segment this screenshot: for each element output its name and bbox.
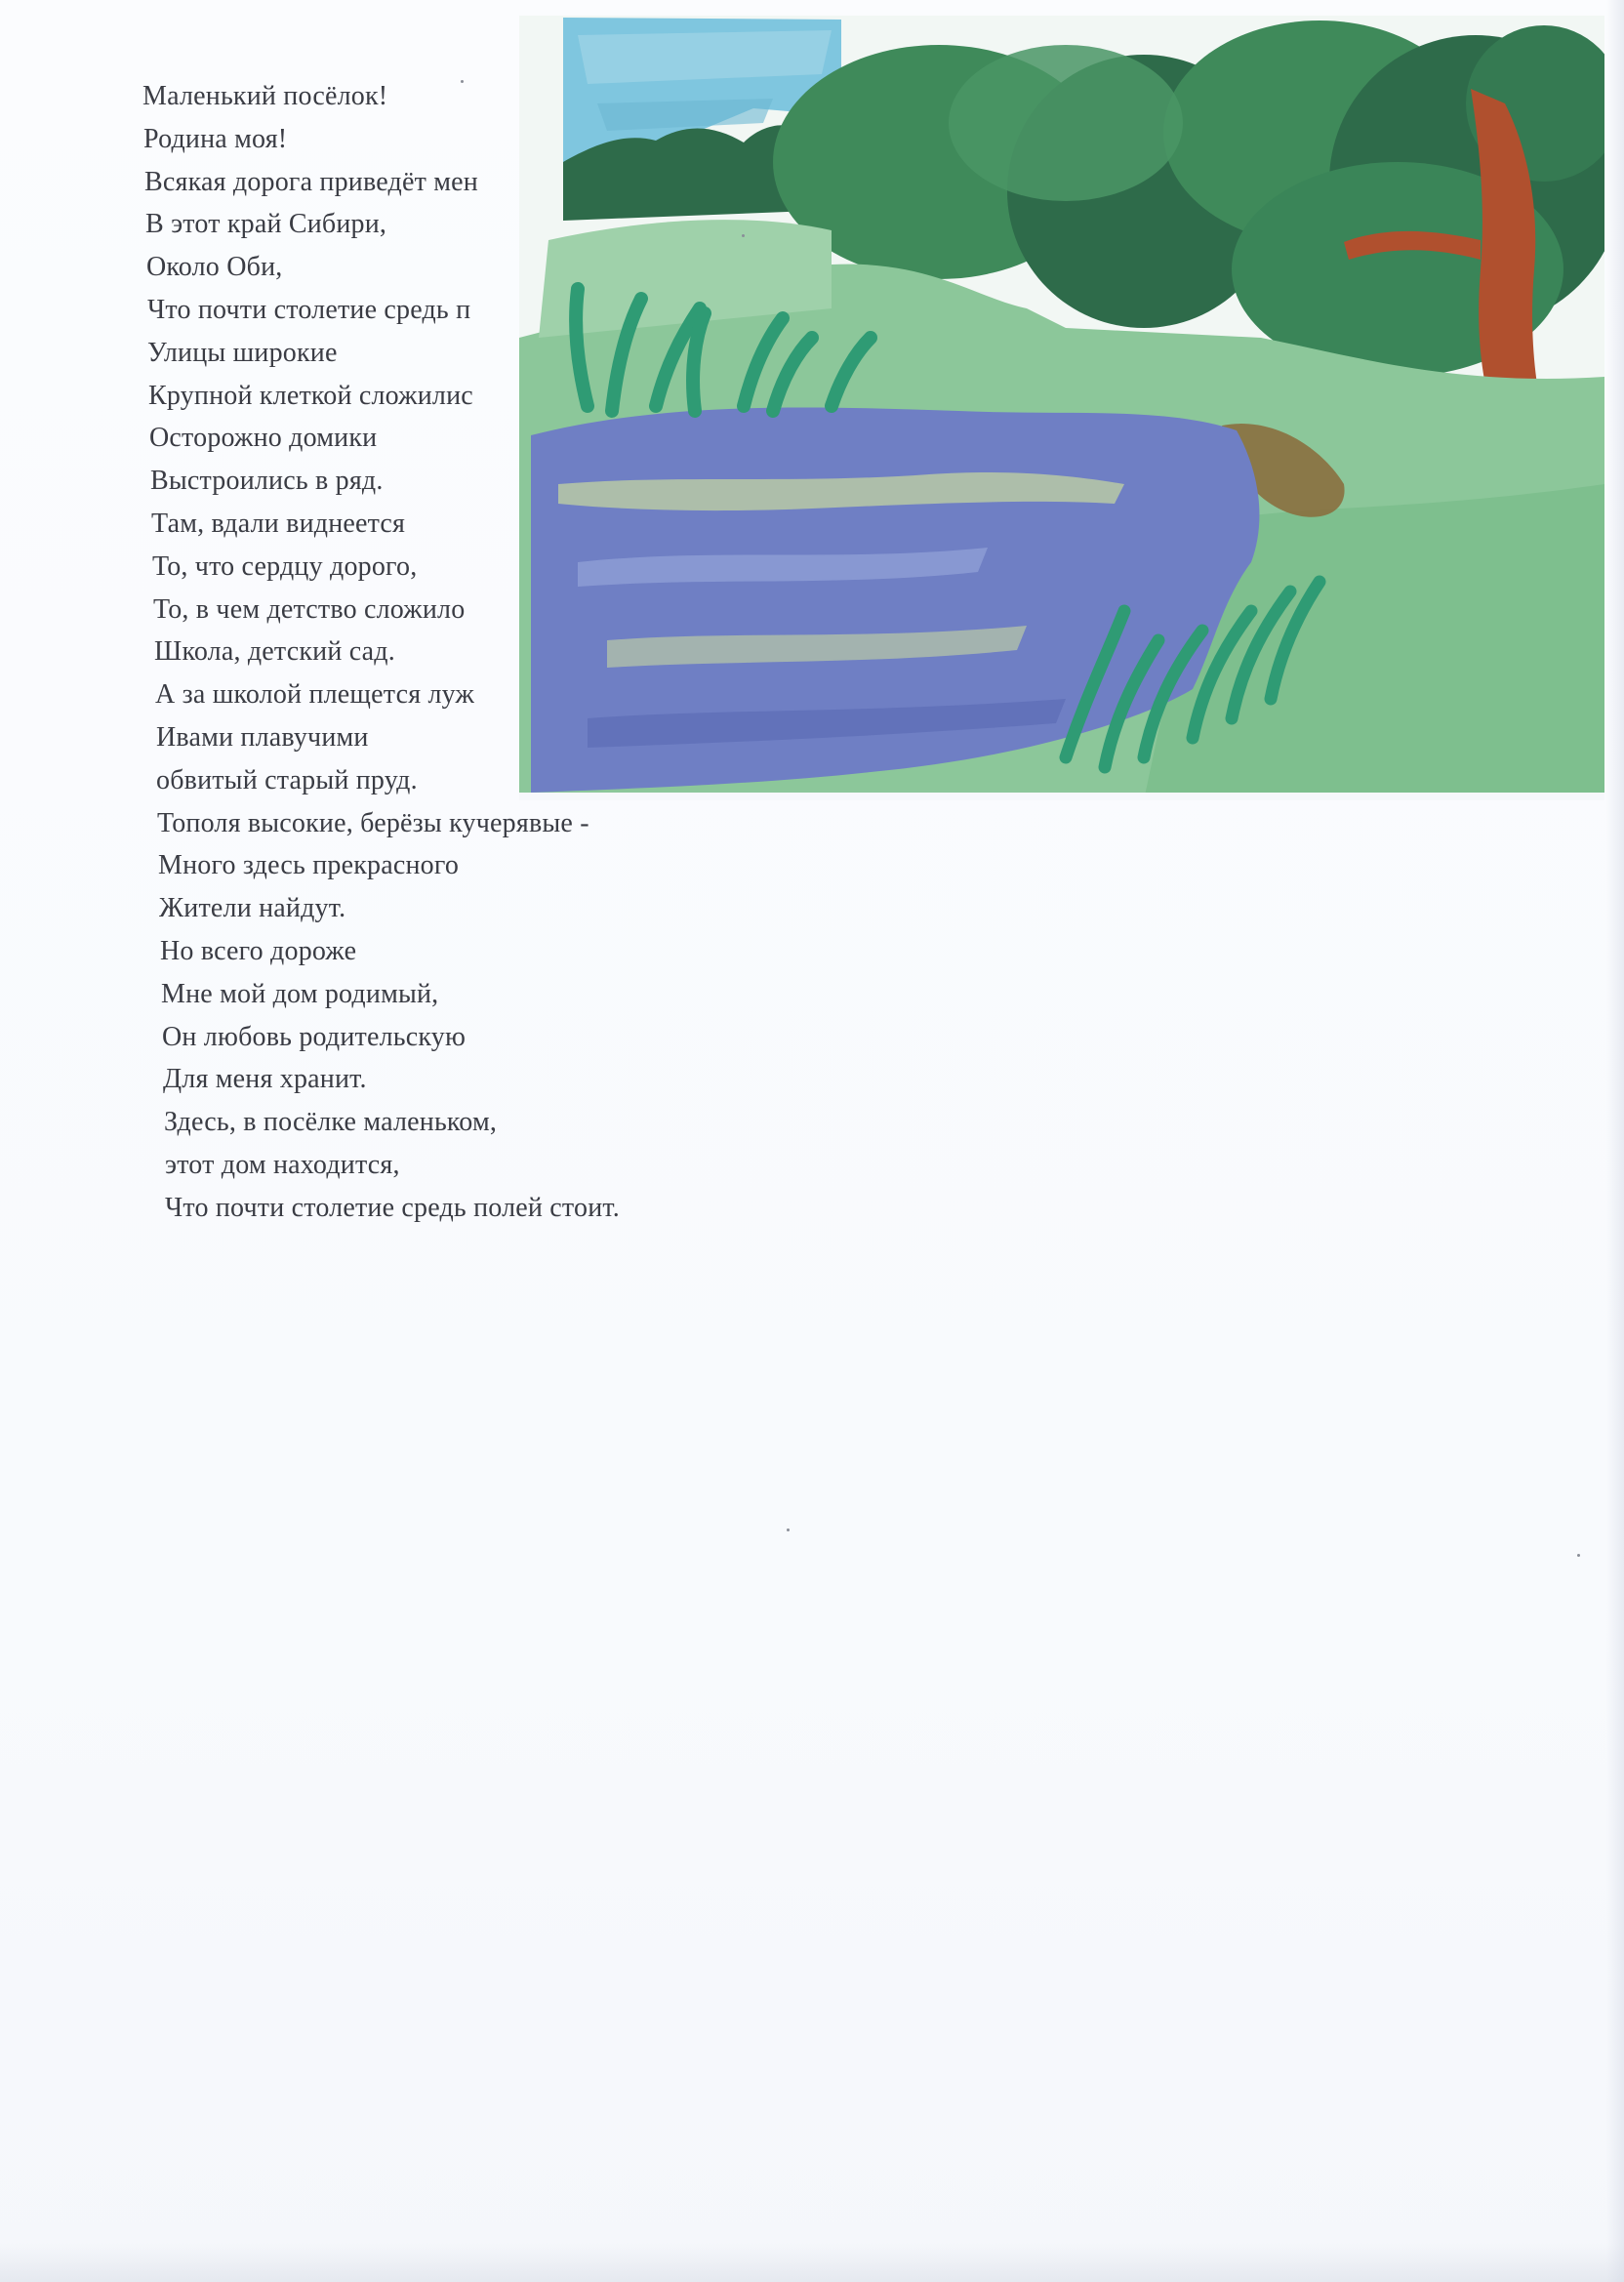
poem-line: Всякая дорога приведёт мен [144, 166, 478, 197]
scan-speck [461, 80, 464, 83]
scan-speck [742, 234, 745, 237]
poem-line: Крупной клеткой сложилис [148, 380, 473, 411]
poem-line: Что почти столетие средь полей стоит. [165, 1192, 620, 1223]
scan-shadow-bottom [0, 2243, 1624, 2282]
poem-line: В этот край Сибири, [145, 209, 387, 240]
scan-speck [787, 1528, 790, 1531]
poem-line: Для меня хранит. [163, 1064, 367, 1095]
poem-line: Улицы широкие [147, 337, 338, 368]
poem-line: Он любовь родительскую [162, 1021, 467, 1052]
poem-line: А за школой плещется луж [155, 679, 475, 711]
poem-line: обвитый старый пруд. [156, 764, 418, 795]
poem-line: То, в чем детство сложило [153, 593, 466, 625]
watercolor-illustration [519, 16, 1604, 800]
poem-line: этот дом находится, [165, 1150, 400, 1180]
scan-speck [1577, 1554, 1580, 1557]
poem-line: Выстроились в ряд. [150, 466, 384, 497]
scan-shadow-right [1606, 0, 1624, 2282]
poem-line: Здесь, в посёлке маленьком, [164, 1107, 498, 1138]
poem-line: Много здесь прекрасного [158, 850, 460, 881]
poem-line: Ивами плавучими [156, 722, 369, 753]
poem-line: Мне мой дом родимый, [161, 978, 439, 1009]
poem-line: Что почти столетие средь п [147, 295, 471, 325]
poem-line: Родина моя! [143, 123, 288, 154]
poem-line: Но всего дороже [160, 936, 357, 966]
poem-line: Осторожно домики [149, 423, 378, 454]
poem-line: То, что сердцу дорого, [152, 550, 418, 582]
poem-line: Жители найдут. [159, 893, 346, 924]
poem-line: Тополя высокие, берёзы кучерявые - [157, 807, 589, 838]
poem-line: Около Оби, [146, 252, 283, 283]
poem-line: Школа, детский сад. [154, 636, 395, 668]
poem-line: Там, вдали виднеется [151, 509, 406, 539]
poem-line: Маленький посёлок! [142, 81, 388, 111]
